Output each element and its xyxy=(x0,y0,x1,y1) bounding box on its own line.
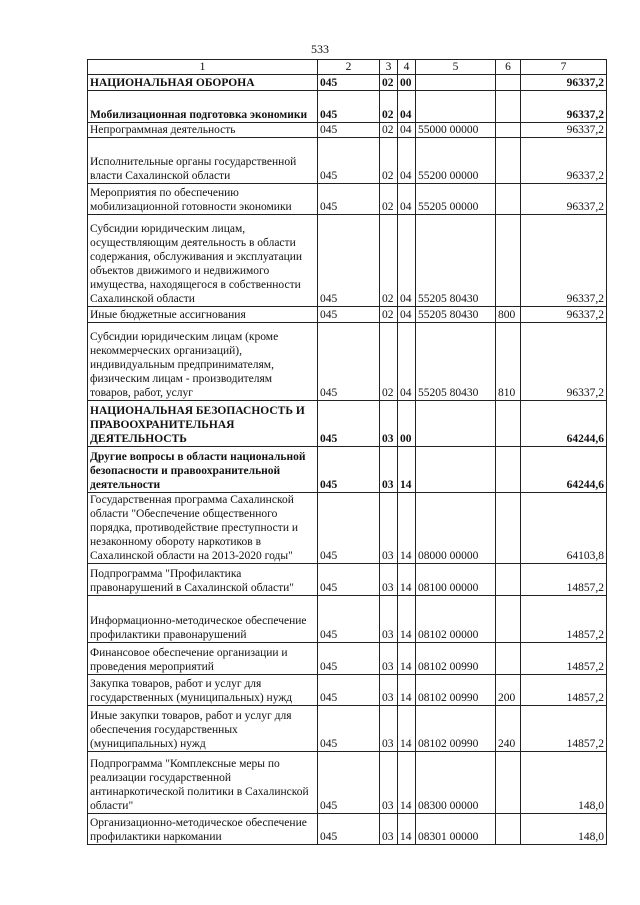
row-name: НАЦИОНАЛЬНАЯ БЕЗОПАСНОСТЬ И ПРАВООХРАНИТЕЛЬНАЯ ДЕЯТЕЛЬНОСТЬ xyxy=(88,401,318,447)
row-expense-type xyxy=(496,401,521,447)
row-admin-code: 045 xyxy=(318,814,380,845)
row-admin-code: 045 xyxy=(318,307,380,323)
row-subsection: 04 xyxy=(398,184,416,215)
row-name: Государственная программа Сахалинской области "Обеспечение общественного порядка, противодействие преступности и незаконному обороту наркотиков в Сахалинской области на 2013-2020 годы" xyxy=(88,493,318,564)
row-subsection: 04 xyxy=(398,91,416,123)
row-expense-type xyxy=(496,564,521,596)
row-section: 02 xyxy=(380,138,398,184)
row-section: 02 xyxy=(380,323,398,401)
table-row xyxy=(88,401,607,447)
table-row xyxy=(88,564,607,596)
row-name: Иные закупки товаров, работ и услуг для обеспечения государственных (муниципальных) нужд xyxy=(88,706,318,752)
row-section: 03 xyxy=(380,493,398,564)
row-expense-type xyxy=(496,138,521,184)
table-row xyxy=(88,123,607,138)
row-admin-code: 045 xyxy=(318,675,380,706)
row-amount: 96337,2 xyxy=(521,215,607,307)
row-amount: 148,0 xyxy=(521,752,607,814)
row-expense-type xyxy=(496,752,521,814)
row-amount: 96337,2 xyxy=(521,123,607,138)
row-amount: 96337,2 xyxy=(521,91,607,123)
table-row xyxy=(88,447,607,493)
row-subsection: 00 xyxy=(398,75,416,91)
row-subsection: 00 xyxy=(398,401,416,447)
row-name: Мобилизационная подготовка экономики xyxy=(88,91,318,123)
table-row xyxy=(88,643,607,675)
row-target-code: 08000 00000 xyxy=(416,493,496,564)
row-section: 03 xyxy=(380,596,398,643)
row-target-code: 55205 00000 xyxy=(416,184,496,215)
row-name: Непрограммная деятельность xyxy=(88,123,318,138)
row-name: Закупка товаров, работ и услуг для государственных (муниципальных) нужд xyxy=(88,675,318,706)
table-row xyxy=(88,706,607,752)
budget-table xyxy=(87,59,607,845)
row-amount: 64103,8 xyxy=(521,493,607,564)
row-subsection: 04 xyxy=(398,323,416,401)
row-expense-type: 810 xyxy=(496,323,521,401)
row-expense-type xyxy=(496,184,521,215)
table-row xyxy=(88,596,607,643)
row-target-code: 08301 00000 xyxy=(416,814,496,845)
row-subsection: 14 xyxy=(398,675,416,706)
row-target-code: 55200 00000 xyxy=(416,138,496,184)
row-subsection: 14 xyxy=(398,596,416,643)
row-name: Иные бюджетные ассигнования xyxy=(88,307,318,323)
row-subsection: 04 xyxy=(398,215,416,307)
row-subsection: 04 xyxy=(398,307,416,323)
row-admin-code: 045 xyxy=(318,91,380,123)
row-admin-code: 045 xyxy=(318,493,380,564)
row-amount: 96337,2 xyxy=(521,184,607,215)
row-name: Другие вопросы в области национальной безопасности и правоохранительной деятельности xyxy=(88,447,318,493)
row-admin-code: 045 xyxy=(318,564,380,596)
table-row xyxy=(88,814,607,845)
row-amount: 14857,2 xyxy=(521,596,607,643)
header-cell: 7 xyxy=(521,60,607,75)
row-expense-type xyxy=(496,643,521,675)
row-section: 02 xyxy=(380,215,398,307)
row-name: Мероприятия по обеспечению мобилизационной готовности экономики xyxy=(88,184,318,215)
row-subsection: 04 xyxy=(398,138,416,184)
row-expense-type xyxy=(496,493,521,564)
row-admin-code: 045 xyxy=(318,401,380,447)
row-name: Субсидии юридическим лицам, осуществляющим деятельность в области содержания, обслуживания и эксплуатации объектов движимого и недвижимого имущества, находящегося в собственности Сахалинской области xyxy=(88,215,318,307)
row-section: 03 xyxy=(380,401,398,447)
row-section: 02 xyxy=(380,123,398,138)
row-target-code: 08102 00990 xyxy=(416,706,496,752)
row-expense-type xyxy=(496,814,521,845)
table-row xyxy=(88,752,607,814)
row-target-code xyxy=(416,75,496,91)
row-amount: 148,0 xyxy=(521,814,607,845)
row-subsection: 14 xyxy=(398,814,416,845)
row-subsection: 04 xyxy=(398,123,416,138)
row-section: 02 xyxy=(380,75,398,91)
row-subsection: 14 xyxy=(398,493,416,564)
row-name: Подпрограмма "Профилактика правонарушений в Сахалинской области" xyxy=(88,564,318,596)
row-admin-code: 045 xyxy=(318,752,380,814)
row-name: Исполнительные органы государственной власти Сахалинской области xyxy=(88,138,318,184)
row-amount: 14857,2 xyxy=(521,564,607,596)
row-admin-code: 045 xyxy=(318,75,380,91)
row-subsection: 14 xyxy=(398,643,416,675)
row-name: Субсидии юридическим лицам (кроме некоммерческих организаций), индивидуальным предпринимателям, физическим лицам - производителям товаров, работ, услуг xyxy=(88,323,318,401)
row-target-code: 08102 00990 xyxy=(416,675,496,706)
row-admin-code: 045 xyxy=(318,138,380,184)
row-target-code xyxy=(416,401,496,447)
row-expense-type xyxy=(496,596,521,643)
row-target-code: 55205 80430 xyxy=(416,215,496,307)
row-target-code: 55205 80430 xyxy=(416,323,496,401)
row-expense-type xyxy=(496,91,521,123)
row-expense-type xyxy=(496,215,521,307)
row-amount: 14857,2 xyxy=(521,675,607,706)
row-section: 03 xyxy=(380,752,398,814)
row-admin-code: 045 xyxy=(318,184,380,215)
row-name: Подпрограмма "Комплексные меры по реализации государственной антинаркотической политики в Сахалинской области" xyxy=(88,752,318,814)
row-name: НАЦИОНАЛЬНАЯ ОБОРОНА xyxy=(88,75,318,91)
row-target-code: 08100 00000 xyxy=(416,564,496,596)
row-target-code xyxy=(416,447,496,493)
table-row xyxy=(88,215,607,307)
row-subsection: 14 xyxy=(398,564,416,596)
row-amount: 64244,6 xyxy=(521,401,607,447)
row-expense-type: 800 xyxy=(496,307,521,323)
row-admin-code: 045 xyxy=(318,123,380,138)
table-row xyxy=(88,307,607,323)
table-row xyxy=(88,323,607,401)
row-target-code: 08102 00990 xyxy=(416,643,496,675)
row-amount: 96337,2 xyxy=(521,307,607,323)
row-amount: 96337,2 xyxy=(521,323,607,401)
row-amount: 14857,2 xyxy=(521,706,607,752)
header-cell: 1 xyxy=(88,60,318,75)
table-header-row xyxy=(88,60,607,75)
row-subsection: 14 xyxy=(398,706,416,752)
header-cell: 4 xyxy=(398,60,416,75)
row-section: 02 xyxy=(380,307,398,323)
row-section: 03 xyxy=(380,447,398,493)
page-number: 533 xyxy=(311,42,329,56)
row-name: Информационно-методическое обеспечение профилактики правонарушений xyxy=(88,596,318,643)
row-admin-code: 045 xyxy=(318,643,380,675)
row-name: Организационно-методическое обеспечение профилактики наркомании xyxy=(88,814,318,845)
row-amount: 64244,6 xyxy=(521,447,607,493)
row-target-code: 08102 00000 xyxy=(416,596,496,643)
header-cell: 3 xyxy=(380,60,398,75)
row-expense-type xyxy=(496,447,521,493)
row-name: Финансовое обеспечение организации и проведения мероприятий xyxy=(88,643,318,675)
row-expense-type xyxy=(496,75,521,91)
row-admin-code: 045 xyxy=(318,323,380,401)
row-amount: 14857,2 xyxy=(521,643,607,675)
table-row xyxy=(88,91,607,123)
row-admin-code: 045 xyxy=(318,215,380,307)
row-target-code: 08300 00000 xyxy=(416,752,496,814)
row-expense-type xyxy=(496,123,521,138)
row-admin-code: 045 xyxy=(318,596,380,643)
row-expense-type: 200 xyxy=(496,675,521,706)
header-cell: 2 xyxy=(318,60,380,75)
row-admin-code: 045 xyxy=(318,706,380,752)
row-section: 03 xyxy=(380,643,398,675)
row-section: 03 xyxy=(380,814,398,845)
row-subsection: 14 xyxy=(398,447,416,493)
header-cell: 6 xyxy=(496,60,521,75)
table-row xyxy=(88,493,607,564)
row-section: 03 xyxy=(380,564,398,596)
row-admin-code: 045 xyxy=(318,447,380,493)
row-section: 03 xyxy=(380,706,398,752)
table-row xyxy=(88,184,607,215)
row-subsection: 14 xyxy=(398,752,416,814)
row-section: 03 xyxy=(380,675,398,706)
row-amount: 96337,2 xyxy=(521,138,607,184)
table-row xyxy=(88,75,607,91)
table-row xyxy=(88,138,607,184)
row-section: 02 xyxy=(380,184,398,215)
row-target-code: 55000 00000 xyxy=(416,123,496,138)
row-amount: 96337,2 xyxy=(521,75,607,91)
row-target-code: 55205 80430 xyxy=(416,307,496,323)
header-cell: 5 xyxy=(416,60,496,75)
row-target-code xyxy=(416,91,496,123)
row-section: 02 xyxy=(380,91,398,123)
row-expense-type: 240 xyxy=(496,706,521,752)
table-row xyxy=(88,675,607,706)
